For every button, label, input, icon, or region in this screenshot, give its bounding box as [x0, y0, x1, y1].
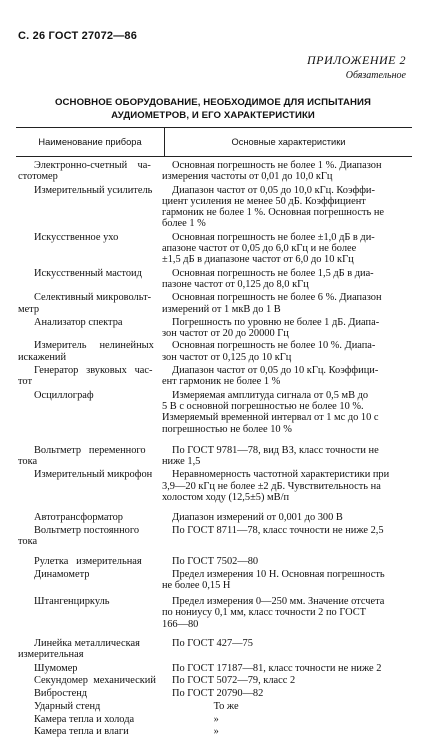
title-line-1: ОСНОВНОЕ ОБОРУДОВАНИЕ, НЕОБХОДИМОЕ ДЛЯ ИСПЫТАНИЯ	[54, 97, 372, 108]
device-name-line: тока	[18, 535, 38, 547]
device-name-cell	[16, 663, 168, 674]
device-name-cell	[16, 569, 168, 592]
device-name-cell	[16, 292, 168, 315]
characteristics-line: 3,9—20 кГц не более ±2 дБ. Чувствительность на	[162, 480, 381, 492]
characteristics-line: По ГОСТ 427—75	[172, 637, 253, 649]
device-name-line: Вибростенд	[34, 688, 88, 700]
device-name-cell	[16, 445, 168, 468]
characteristics-line: холостом ходу (12,5±5) мВ/п	[162, 492, 290, 504]
device-name-cell	[16, 714, 168, 725]
table-row	[16, 596, 412, 630]
device-name-line: Автотрансформатор	[34, 512, 123, 524]
characteristics-cell	[168, 556, 412, 567]
column-header-device: Наименование прибора	[16, 128, 165, 156]
characteristics-cell	[162, 389, 412, 435]
characteristics-cell	[168, 525, 412, 548]
table-row	[16, 469, 412, 503]
device-name-line: Измерительный микрофон	[34, 469, 153, 481]
characteristics-line: 166—80	[162, 618, 199, 630]
device-name-cell	[16, 596, 168, 630]
characteristics-line: Предел измерения 10 Н. Основная погрешность	[172, 568, 385, 580]
table-row	[16, 714, 412, 725]
title-line-2: АУДИОМЕТРОВ, И ЕГО ХАРАКТЕРИСТИКИ	[111, 110, 315, 121]
characteristics-line: По ГОСТ 17187—81, класс точности не ниже 2	[172, 662, 382, 674]
characteristics-line: измерений от 1 мкВ до 1 В	[162, 303, 281, 315]
device-name-cell	[16, 340, 168, 363]
characteristics-line: по нониусу 0,1 мм, класс точности 2 по ГОСТ	[162, 607, 366, 619]
characteristics-line: Основная погрешность не более 10 %. Диапа-	[172, 340, 376, 352]
table-row	[16, 569, 412, 592]
device-name-cell	[16, 701, 168, 712]
table-row	[16, 525, 412, 548]
characteristics-line: гармоник не более 1 %. Основная погрешность не	[162, 207, 385, 219]
device-name-line: Осциллограф	[34, 389, 94, 401]
characteristics-line: »	[172, 726, 219, 737]
table-row	[16, 512, 412, 523]
table-row	[16, 675, 412, 686]
device-name-line: Камера тепла и холода	[34, 713, 135, 725]
characteristics-line: По ГОСТ 7502—80	[172, 556, 259, 568]
characteristics-cell	[168, 512, 412, 523]
device-name-line: Шумомер	[34, 662, 78, 674]
table-body	[16, 160, 412, 737]
characteristics-cell	[162, 340, 412, 363]
device-name-cell	[16, 726, 168, 737]
device-name-line: тока	[18, 456, 38, 468]
characteristics-cell	[162, 160, 412, 183]
table-row	[16, 185, 412, 230]
page-header: С. 26 ГОСТ 27072—86	[18, 30, 138, 42]
characteristics-line: Измеряемая амплитуда сигнала от 0,5 мВ до	[172, 389, 369, 401]
column-header-characteristics: Основные характеристики	[231, 137, 346, 147]
device-name-line: Штангенциркуль	[34, 596, 110, 608]
device-name-line: Селективный микровольт-	[34, 292, 152, 304]
table-row	[16, 232, 412, 266]
table-row	[16, 726, 412, 737]
table-row	[16, 160, 412, 183]
characteristics-line: Диапазон частот от 0,05 до 10 кГц. Коэффици-	[172, 365, 379, 377]
device-name-line: искажений	[18, 351, 67, 363]
device-name-line: Искусственное ухо	[34, 231, 119, 243]
characteristics-line: ниже 1,5	[162, 456, 201, 468]
device-name-cell	[16, 512, 168, 523]
table-row	[16, 556, 412, 567]
characteristics-line: апазоне частот от 0,05 до 6,0 кГц и не более	[162, 243, 357, 255]
characteristics-line: погрешностью не более 10 %	[162, 423, 292, 435]
device-name-cell	[16, 317, 168, 340]
characteristics-line: »	[172, 713, 219, 725]
characteristics-cell	[168, 701, 412, 712]
characteristics-cell	[162, 469, 412, 504]
device-name-line: Рулетка измерительная	[34, 556, 142, 568]
table-row	[16, 268, 412, 291]
characteristics-cell	[162, 596, 412, 630]
device-name-line: Динамометр	[34, 568, 90, 580]
characteristics-cell	[162, 267, 412, 291]
device-name-line: Линейка металлическая	[34, 637, 140, 649]
characteristics-line: не более 0,15 Н	[162, 579, 231, 591]
device-name-line: Измерительный усилитель	[34, 184, 153, 196]
device-name-cell	[16, 556, 168, 567]
characteristics-line: По ГОСТ 8711—78, класс точности не ниже 2,5	[172, 524, 384, 536]
table-row	[16, 688, 412, 699]
device-name-line: Генератор звуковых час-	[34, 365, 153, 377]
characteristics-line: ±1,5 дБ в диапазоне частот от 6,0 до 10 кГц	[162, 254, 354, 266]
characteristics-cell	[168, 726, 412, 737]
characteristics-line: Диапазон частот от 0,05 до 10,0 кГц. Коэффи-	[172, 184, 375, 196]
characteristics-cell	[168, 638, 412, 661]
table-row	[16, 390, 412, 435]
characteristics-line: 5 В с основной погрешностью не более 10 %.	[162, 400, 364, 412]
characteristics-line: ент гармоник не более 1 %	[162, 376, 281, 388]
table-row	[16, 340, 412, 363]
characteristics-line: По ГОСТ 5072—79, класс 2	[172, 674, 296, 686]
characteristics-line: Диапазон измерений от 0,001 до 300 В	[172, 512, 343, 524]
device-name-cell	[16, 688, 168, 699]
device-name-line: Ударный стенд	[34, 701, 101, 713]
characteristics-line: Основная погрешность не более 1 %. Диапазон	[172, 160, 382, 171]
device-name-line: Камера тепла и влаги	[34, 726, 129, 737]
device-name-line: метр	[18, 303, 40, 315]
characteristics-cell	[162, 184, 412, 230]
device-name-line: Электронно-счетный ча-	[34, 160, 151, 171]
device-name-line: измерительная	[18, 649, 84, 661]
characteristics-line: То же	[172, 701, 239, 713]
characteristics-cell	[168, 688, 412, 699]
table-row	[16, 365, 412, 388]
characteristics-cell	[168, 714, 412, 725]
table-row	[16, 292, 412, 315]
characteristics-line: циент усиления не менее 50 дБ. Коэффициент	[162, 195, 366, 207]
device-name-cell	[16, 638, 168, 661]
device-name-cell	[16, 675, 168, 686]
characteristics-line: Основная погрешность не более 1,5 дБ в диа-	[172, 267, 374, 279]
device-name-cell	[16, 390, 168, 435]
characteristics-line: измерения частоты от 0,01 до 10,0 кГц	[162, 171, 333, 183]
device-name-line: Измеритель нелинейных	[34, 340, 154, 352]
characteristics-cell	[168, 675, 412, 686]
device-name-cell	[16, 525, 168, 548]
table-row	[16, 317, 412, 340]
device-name-line: стотомер	[18, 171, 58, 183]
device-name-cell	[16, 232, 168, 266]
characteristics-cell	[162, 444, 412, 468]
device-name-line: тот	[18, 376, 33, 388]
characteristics-cell	[162, 231, 412, 266]
characteristics-cell	[168, 663, 412, 674]
characteristics-line: По ГОСТ 20790—82	[172, 688, 264, 700]
appendix-block	[307, 53, 406, 81]
device-name-cell	[16, 160, 168, 183]
characteristics-cell	[162, 292, 412, 315]
characteristics-line: более 1 %	[162, 218, 206, 230]
characteristics-line: зон частот от 0,125 до 10 кГц	[162, 351, 292, 363]
table-row	[16, 445, 412, 468]
characteristics-cell	[162, 568, 412, 592]
characteristics-cell	[162, 316, 412, 340]
device-name-line: Искусственный мастоид	[34, 267, 142, 279]
device-name-cell	[16, 268, 168, 291]
device-name-cell	[16, 365, 168, 388]
device-name-cell	[16, 469, 168, 503]
table-row	[16, 638, 412, 661]
characteristics-line: Основная погрешность не более 6 %. Диапазон	[172, 292, 382, 304]
characteristics-line: Основная погрешность не более ±1,0 дБ в ди-	[172, 231, 375, 243]
characteristics-cell	[162, 365, 412, 388]
device-name-line: Анализатор спектра	[34, 316, 123, 328]
characteristics-line: пазоне частот от 0,125 до 8,0 кГц	[162, 278, 309, 290]
device-name-cell	[16, 185, 168, 230]
appendix-subtitle: Обязательное	[345, 70, 406, 81]
characteristics-line: Погрешность по уровню не более 1 дБ. Диапа-	[172, 316, 380, 328]
table-header	[16, 127, 412, 157]
table-row	[16, 663, 412, 674]
table-row	[16, 701, 412, 712]
characteristics-line: Предел измерения 0—250 мм. Значение отсчета	[172, 596, 385, 608]
device-name-line: Секундомер механический	[34, 674, 156, 686]
characteristics-line: Измеряемый временной интервал от 1 мс до 10 с	[162, 412, 379, 424]
characteristics-line: Неравномерность частотной характеристики при	[172, 469, 390, 481]
device-name-line: Вольтметр переменного	[34, 444, 146, 456]
document-title	[20, 96, 406, 122]
characteristics-line: зон частот от 20 до 20000 Гц	[162, 328, 289, 340]
device-name-line: Вольтметр постоянного	[34, 524, 140, 536]
appendix-title: ПРИЛОЖЕНИЕ 2	[307, 53, 406, 67]
characteristics-line: По ГОСТ 9781—78, вид ВЗ, класс точности не	[172, 444, 379, 456]
